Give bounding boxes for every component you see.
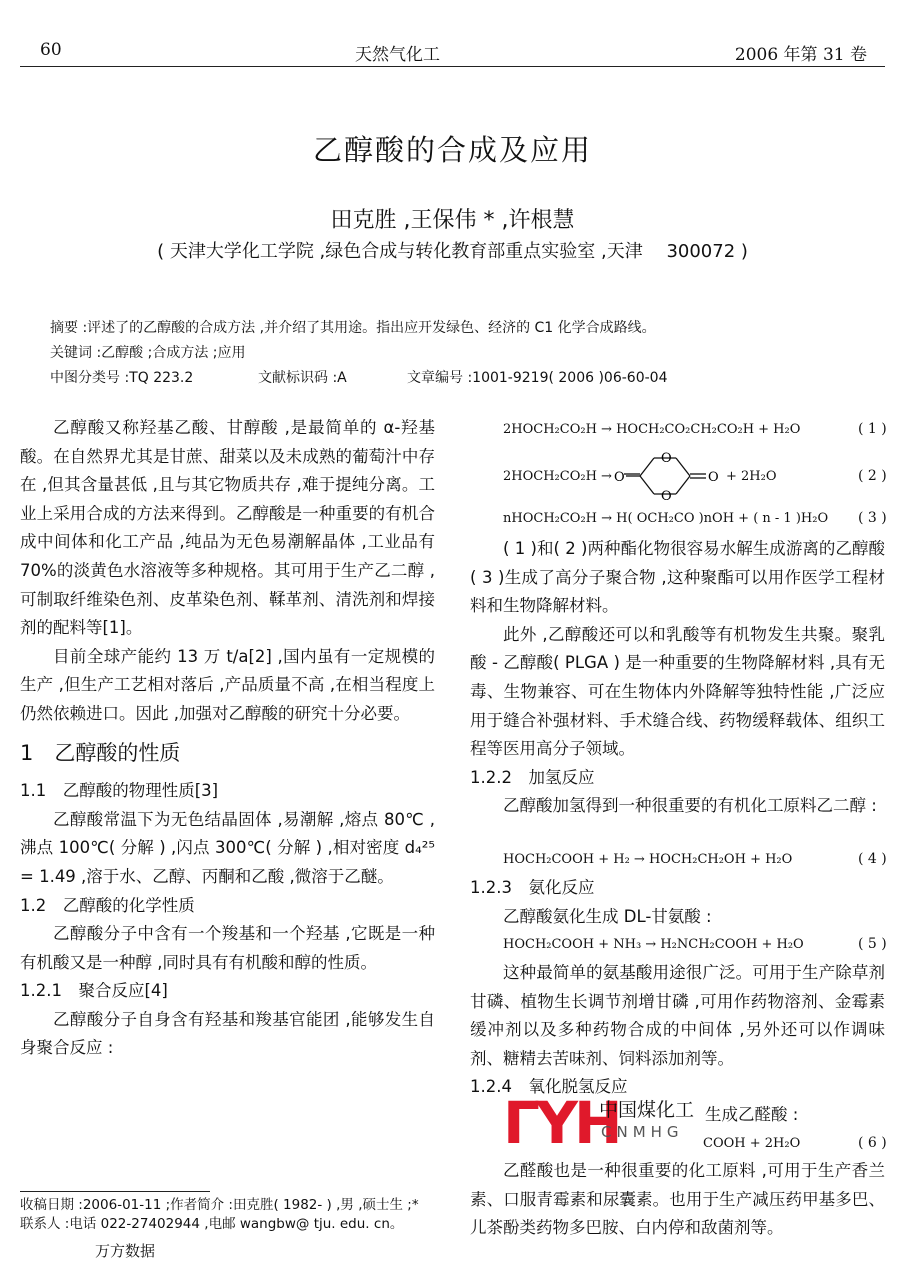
equation-3: nHOCH₂CO₂H → H( OCH₂CO )nOH + ( n - 1 )H₂O — [503, 511, 829, 526]
subsection-heading-1-2-1: 1.2.1 聚合反应[4] — [20, 981, 168, 1001]
keywords: 关键词 :乙醇酸 ;合成方法 ;应用 — [50, 345, 246, 361]
equation-4: HOCH₂COOH + H₂ → HOCH₂CH₂OH + H₂O — [503, 852, 793, 867]
equation-3-number: ( 3 ) — [858, 510, 887, 526]
footnote: 收稿日期 :2006-01-11 ;作者简介 :田克胜( 1982- ) ,男 ,硕士生 ;* 联系人 :电话 022-27402944 ,电邮 wangbw@ tju. edu. cn。 — [20, 1197, 419, 1232]
paragraph-capacity: 目前全球产能约 13 万 t/a[2] ,国内虽有一定规模的生产 ,但生产工艺相对落后 ,产品质量不高 ,在相当程度上仍然依赖进口。因此 ,加强对乙醇酸的研究十分必要。 — [20, 646, 435, 723]
affiliation: ( 天津大学化工学院 ,绿色合成与转化教育部重点实验室 ,天津 300072 ) — [157, 241, 748, 262]
paragraph-chemical: 乙醇酸分子中含有一个羧基和一个羟基 ,它既是一种有机酸又是一种醇 ,同时具有有机酸和醇的性质。 — [20, 924, 435, 972]
paragraph-polymerization: 乙醇酸分子自身含有羟基和羧基官能团 ,能够发生自身聚合反应 : — [20, 1009, 435, 1058]
subsection-heading-1-2-2: 1.2.2 加氢反应 — [470, 767, 595, 787]
journal-name: 天然气化工 — [355, 45, 440, 65]
header-divider — [20, 66, 885, 67]
logo-chinese-text: 中国煤化工 — [599, 1099, 695, 1121]
subsection-heading-1-2-3: 1.2.3 氨化反应 — [470, 878, 595, 897]
abstract: 摘要 :评述了的乙醇酸的合成方法 ,并介绍了其用途。指出应开发绿色、经济的 C1 化学合成路线。 — [50, 320, 656, 336]
footnote-divider — [20, 1191, 210, 1192]
left-column — [20, 414, 435, 1063]
right-column-mid — [470, 874, 885, 931]
subsection-heading-1-2: 1.2 乙醇酸的化学性质 — [20, 895, 195, 915]
paragraph-physical: 乙醇酸常温下为无色结晶固体 ,易潮解 ,熔点 80℃ ,沸点 100℃( 分解 ) ,闪点 300℃( 分解 ) ,相对密度 d₄²⁵ = 1.49 ,溶于水、乙醇、丙酮和乙酸 ,微溶于乙醚。 — [20, 809, 435, 886]
logo-english-text: CNMHG — [601, 1123, 684, 1141]
equation-2-right: + 2H₂O — [726, 469, 777, 484]
paragraph-glycine-uses: 这种最简单的氨基酸用途很广泛。可用于生产除草剂甘磷、植物生长调节剂增甘磷 ,可用作药物溶剂、金霉素缓冲剂以及多种药物合成的中间体 ,另外还可以作调味剂、糖精去苦味剂、饲料添加剂等。 — [470, 963, 885, 1068]
authors: 田克胜 ,王保伟 * ,许根慧 — [330, 208, 575, 233]
issue-info: 2006 年第 31 卷 — [734, 45, 867, 65]
glycolide-ring-structure — [612, 448, 722, 504]
paragraph-glyoxylic-acid: 乙醛酸也是一种很重要的化工原料 ,可用于生产香兰素、口服青霉素和尿囊素。也用于生产减压药甲基多巴、儿茶酚类药物多巴胺、白内停和敌菌剂等。 — [470, 1161, 885, 1238]
equation-6-fragment: COOH + 2H₂O — [703, 1136, 801, 1151]
article-number: 文章编号 :1001-9219( 2006 )06-60-04 — [407, 370, 668, 386]
logo-mark: ΓΥH — [503, 1089, 619, 1157]
section-heading-1: 1 乙醇酸的性质 — [20, 740, 181, 765]
equation-1-number: ( 1 ) — [858, 421, 887, 437]
paragraph-amination: 乙醇酸氨化生成 DL-甘氨酸 : — [503, 906, 712, 926]
equation-2-number: ( 2 ) — [858, 468, 887, 484]
oxidation-text-fragment: 生成乙醛酸 : — [705, 1105, 799, 1124]
glycolide-oxygen-left: O — [614, 470, 625, 485]
equation-1: 2HOCH₂CO₂H → HOCH₂CO₂CH₂CO₂H + H₂O — [503, 422, 801, 437]
watermark-text: 万方数据 — [95, 1242, 156, 1260]
clc-number: 中图分类号 :TQ 223.2 — [50, 370, 194, 386]
page-number: 60 — [40, 40, 62, 60]
paragraph-plga: 此外 ,乙醇酸还可以和乳酸等有机物发生共聚。聚乳酸 - 乙醇酸( PLGA ) 是一种重要的生物降解材料 ,具有无毒、生物兼容、可在生物体内外降解等独特性能 ,广泛应用于缝合补强材料、手术缝合线、药物缓释载体、组织工程等医用高分子领域。 — [470, 624, 885, 759]
equation-2-left: 2HOCH₂CO₂H → — [503, 469, 612, 484]
article-title: 乙醇酸的合成及应用 — [312, 133, 592, 167]
subsection-heading-1-1: 1.1 乙醇酸的物理性质[3] — [20, 781, 219, 801]
document-code: 文献标识码 :A — [258, 370, 347, 386]
watermark-logo — [503, 1089, 703, 1159]
equation-5-number: ( 5 ) — [858, 936, 887, 952]
paragraph-esters: ( 1 )和( 2 )两种酯化物很容易水解生成游离的乙醇酸 ( 3 )生成了高分子聚合物 ,这种聚酯可以用作医学工程材料和生物降解材料。 — [470, 539, 885, 616]
subsection-heading-1-2-4: 1.2.4 氧化脱氢反应 — [470, 1077, 628, 1097]
glycolide-oxygen-top: O — [661, 451, 672, 466]
right-column-upper — [470, 535, 885, 821]
right-column-lower — [470, 959, 885, 1102]
glycolide-oxygen-right: O — [708, 470, 719, 485]
equation-5: HOCH₂COOH + NH₃ → H₂NCH₂COOH + H₂O — [503, 937, 804, 952]
glycolide-oxygen-bottom: O — [661, 489, 672, 504]
paragraph-intro: 乙醇酸又称羟基乙酸、甘醇酸 ,是最简单的 α-羟基酸。在自然界尤其是甘蔗、甜菜以及未成熟的葡萄汁中存在 ,但其含量甚低 ,且与其它物质共存 ,难于提纯分离。工业上采用合成的方法来得到。乙醇酸是一种重要的有机合成中间体和化工产品 ,纯品为无色易潮解晶体 ,工业品有 70%的淡黄色水溶液等多种规格。其可用于生产乙二醇 ,可制取纤维染色剂、皮革染色剂、鞣革剂、清洗剂和焊接剂的配料等[1]。 — [20, 418, 435, 638]
paragraph-hydrogenation: 乙醇酸加氢得到一种很重要的有机化工原料乙二醇 : — [503, 796, 877, 816]
right-column-bottom — [470, 1157, 885, 1243]
equation-6-number: ( 6 ) — [858, 1135, 887, 1151]
equation-4-number: ( 4 ) — [858, 851, 887, 867]
